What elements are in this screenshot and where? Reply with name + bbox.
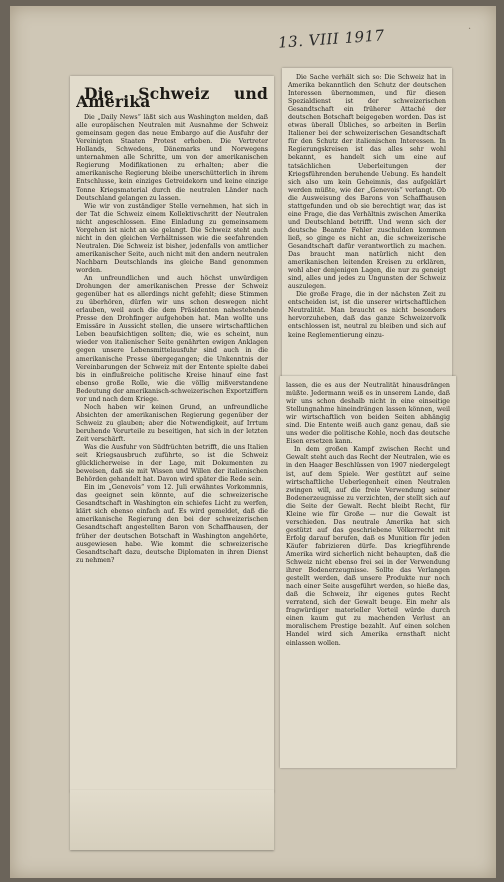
paper-strip: [70, 790, 274, 850]
left-paragraph: Wie wir von zuständiger Stelle vernehmen, hat sich in der Tat die Schweiz einem Kollektivschritt der Neutralen nicht angeschlossen. Eine Einladung zu gemeinsamem Vorgehen ist nicht an sie gelangt. Die Schweiz steht auch nicht in den gleichen Verhältnissen wie die seefahrenden Neutralen. Die Schweiz ist bisher, jedenfalls von amtlicher amerikanischer Seite, auch nicht mit den andern neutralen Nachbarn Deutschlands ins gleiche Band genommen worden.: [76, 202, 268, 274]
left-paragraph: Ein im „Genevois“ vom 12. Juli erwähntes Vorkommnis, das geeignet sein könnte, auf die schweizerische Gesandtschaft in Washington ein schiefes Licht zu werfen, klärt sich ebenso einfach auf. Es wird gemeldet, daß die amerikanische Regierung den bei der schweizerischen Gesandtschaft angestellten Baron von Schaffhausen, der früher der deutschen Botschaft in Washington angehörte, ausgewiesen habe. Wie kommt die schweizerische Gesandtschaft dazu, deutsche Diplomaten in ihren Dienst zu nehmen?: [76, 484, 268, 564]
right-top-text: [288, 74, 446, 386]
right-bottom-paragraph: lassen, die es aus der Neutralität hinausdrängen müßte. Jedermann weiß es in unserem Lande, daß wir uns schon deshalb nicht in eine einseitige Stellungnahme hineindrängen lassen können, weil wir wirtschaftlich von beiden Seiten abhängig sind. Die Entente weiß auch ganz genau, daß sie uns weder die politische Kohle, noch das deutsche Eisen ersetzen kann.: [286, 382, 450, 446]
right-bottom-text: [286, 382, 450, 764]
left-paragraph: Die „Daily News“ läßt sich aus Washington melden, daß alle europäischen Neutralen mit Ausnahme der Schweiz gemeinsam gegen das neue Embargo auf die Ausfuhr der Vereinigten Staaten Protest erhoben. Die Vertreter Hollands, Schwedens, Dänemarks und Norwegens unternahmen alle Schritte, um von der amerikanischen Regierung Modifikationen zu erhalten; aber die amerikanische Regierung bleibe unerschütterlich in ihrem Entschlusse, kein einziges Getreidekorn und keine einzige Tonne Kriegsmaterial durch die neutralen Länder nach Deutschland gelangen zu lassen.: [76, 114, 268, 202]
left-column-text: [76, 86, 268, 786]
corner-mark: ·: [468, 24, 472, 35]
right-bottom-paragraph: In dem großen Kampf zwischen Recht und Gewalt steht auch das Recht der Neutralen, wie es in den Haager Beschlüssen von 1907 niedergelegt ist, auf dem Spiele. Wer gestützt auf seine wirtschaftliche Ueberlegenheit einen Neutralen zwingen will, auf die freie Verwendung seiner Bodenerzeugnisse zu verzichten, der stellt sich auf die Seite der Gewalt. Recht bleibt Recht, für Kleine wie für Große — nur die Gewalt ist verschieden. Das neutrale Amerika hat sich gestützt auf das geschriebene Völkerrecht mit Erfolg darauf berufen, daß es Munition für jeden Käufer fabrizieren dürfe. Das kriegführende Amerika wird sicherlich nicht behaupten, daß die Schweiz nicht ebenso frei sei in der Verwendung ihrer Bodenerzeugnisse. Sollte das Verlangen gestellt werden, daß unsere Produkte nur noch nach einer Seite ausgeführt werden, so hieße das, daß die Schweiz, ihr eigenes gutes Recht verratend, sich der Gewalt beuge. Ein mehr als fragwürdiger materieller Vorteil würde durch einen kaum gut zu machenden Verlust an moralischem Prestige bezahlt. Auf einen solchen Handel wird sich Amerika ernsthaft nicht einlassen wollen.: [286, 446, 450, 647]
left-paragraph: Was die Ausfuhr von Südfrüchten betrifft, die uns Italien seit Kriegsausbruch zuführte, so ist die Schweiz glücklicherweise in der Lage, mit Dokumenten zu beweisen, daß sie mit Wissen und Willen der italienischen Behörden gehandelt hat. Davon wird später die Rede sein.: [76, 444, 268, 484]
clipping-left-column: [70, 76, 274, 792]
right-top-paragraph: Die große Frage, die in der nächsten Zeit zu entscheiden ist, ist die unserer wirtschaftlichen Neutralität. Man braucht es nicht besonders hervorzuheben, daß das ganze Schweizervolk entschlossen ist, neutral zu bleiben und sich auf keine Reglementierung einzu-: [288, 291, 446, 339]
article-headline: Die Schweiz und Amerika: [76, 86, 268, 112]
clipping-right-top: [282, 68, 452, 390]
left-paragraph: An unfreundlichen und auch höchst unwürdigen Drohungen der amerikanischen Presse der Schweiz gegenüber hat es allerdings nicht gefehlt; diese Stimmen zu überhören, dürfen wir uns schon deswegen nicht erlauben, weil auch die dem Präsidenten nahestehende Presse den Drohfinger aufgehoben hat. Man wollte uns Emissäre in Aussicht stellen, die unsere wirtschaftlichen Leben beaufsichtigen sollten; die, wie es scheint, nun wieder von italienischer Seite genährten ewigen Anklagen gegen unsere Lebensmittelausfuhr sind auch in die amerikanische Presse übergegangen; die Unkenntnis der Vereinbarungen der Schweiz mit der Entente spielte dabei bis in einflußreiche politische Kreise hinauf eine fast ebenso große Rolle, wie die völlig mißverstandene Bedeutung der amerikanisch-schweizerischen Exportziffern vor und nach dem Kriege.: [76, 275, 268, 403]
clipping-right-bottom: [280, 376, 456, 768]
left-paragraph: Noch haben wir keinen Grund, an unfreundliche Absichten der amerikanischen Regierung gegenüber der Schweiz zu glauben; aber die Notwendigkeit, auf Irrtum beruhende Vorurteile zu beseitigen, hat sich in der letzten Zeit verschärft.: [76, 403, 268, 443]
right-top-paragraph: Die Sache verhält sich so: Die Schweiz hat in Amerika bekanntlich den Schutz der deutschen Interessen übernommen, und für diesen Spezialdienst ist der schweizerischen Gesandtschaft ein früherer Attaché der deutschen Botschaft beigegeben worden. Das ist etwas überall Übliches, so arbeiten in Berlin Italiener bei der schweizerischen Gesandtschaft für den Schutz der italienischen Interessen. In Regierungskreisen ist das alles sehr wohl bekannt, es handelt sich um eine auf tatsächlichen Ueberleitungen der Kriegsführenden beruhende Uebung. Es handelt sich also um kein Geheimnis, das aufgeklärt werden müßte, wie der „Genevois“ verlangt. Ob die Ausweisung des Barons von Schaffhausen stattgefunden und ob sie berechtigt war, das ist eine Frage, die das Verhältnis zwischen Amerika und Deutschland betrifft. Und wenn sich der deutsche Beamte Fehler zuschulden kommen ließ, so ginge es nicht an, die schweizerische Gesandtschaft dafür verantwortlich zu machen. Das braucht man natürlich nicht den amerikanischen leitenden Kreisen zu erklären, wohl aber denjenigen Lagen, die nur zu geneigt sind, alles und jedes zu Ungunsten der Schweiz auszulegen.: [288, 74, 446, 291]
handwritten-date: 13. VIII 1917: [277, 26, 386, 52]
